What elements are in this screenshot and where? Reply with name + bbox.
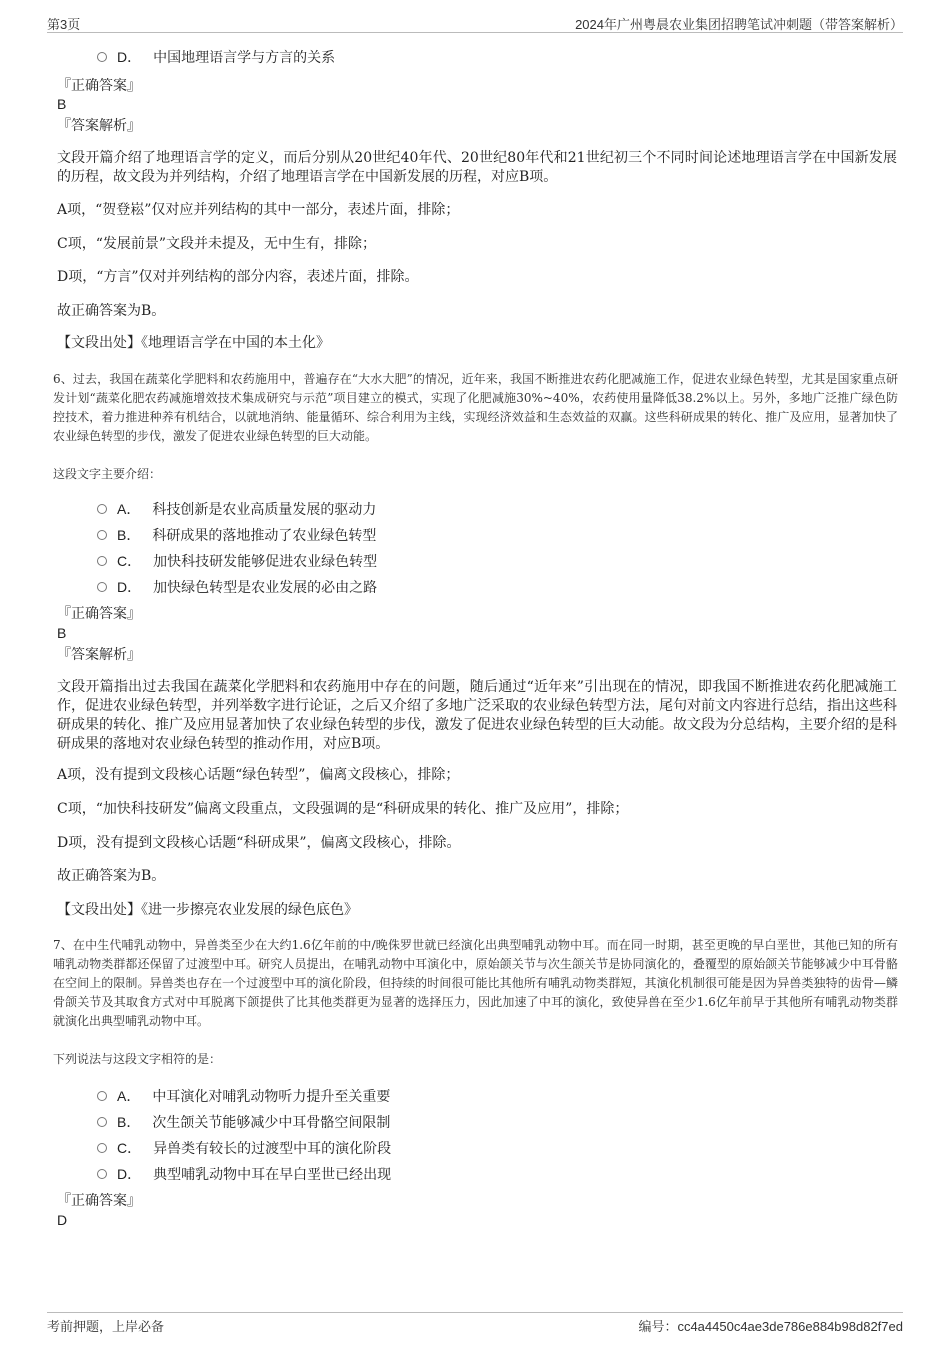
q6-option-c[interactable]: C． 加快科技研发能够促进农业绿色转型 xyxy=(97,551,377,572)
radio-icon[interactable] xyxy=(97,52,107,62)
q6-analysis-a: A项，没有提到文段核心话题“绿色转型”，偏离文段核心，排除； xyxy=(57,767,460,783)
page-footer xyxy=(47,1312,903,1334)
footer-slogan: 考前押题，上岸必备 xyxy=(47,1319,165,1334)
q5-option-d[interactable]: D． 中国地理语言学与方言的关系 xyxy=(97,47,335,68)
radio-icon[interactable] xyxy=(97,504,107,514)
q7-option-b[interactable]: B． 次生颌关节能够减少中耳骨骼空间限制 xyxy=(97,1112,390,1133)
q7-option-d[interactable]: D． 典型哺乳动物中耳在早白垩世已经出现 xyxy=(97,1164,391,1185)
radio-icon[interactable] xyxy=(97,1143,107,1153)
radio-icon[interactable] xyxy=(97,556,107,566)
q6-answer-label: 『正确答案』 xyxy=(57,606,141,622)
radio-icon[interactable] xyxy=(97,1169,107,1179)
q6-prompt: 这段文字主要介绍： xyxy=(53,467,162,481)
q6-analysis-d: D项，没有提到文段核心话题“科研成果”，偏离文段核心，排除。 xyxy=(57,835,461,851)
q6-option-d[interactable]: D． 加快绿色转型是农业发展的必由之路 xyxy=(97,577,377,598)
q6-answer: B xyxy=(57,625,67,641)
q6-option-a[interactable]: A． 科技创新是农业高质量发展的驱动力 xyxy=(97,499,376,520)
q5-answer-label: 『正确答案』 xyxy=(57,78,141,94)
q7-prompt: 下列说法与这段文字相符的是： xyxy=(53,1052,222,1066)
document-id: 编号：cc4a4450c4ae3de786e884b98d82f7ed xyxy=(638,1319,903,1334)
q7-answer: D xyxy=(57,1212,68,1228)
page-header xyxy=(47,12,903,33)
q7-option-c[interactable]: C． 异兽类有较长的过渡型中耳的演化阶段 xyxy=(97,1138,391,1159)
q5-answer: B xyxy=(57,96,67,112)
document-title: 2024年广州粤晨农业集团招聘笔试冲刺题（带答案解析） xyxy=(575,17,903,32)
q5-analysis-main: 文段开篇介绍了地理语言学的定义，而后分别从20世纪40年代、20世纪80年代和21世纪初三个不同时间论述地理语言学在中国新发展的历程，故文段为并列结构，介绍了地理语言学在中国新发展的历程，对应B项。 xyxy=(57,150,897,185)
q5-analysis-label: 『答案解析』 xyxy=(57,118,141,134)
q6-analysis-c: C项，“加快科技研发”偏离文段重点，文段强调的是“科研成果的转化、推广及应用”，排除； xyxy=(57,801,629,817)
page-number: 第3页 xyxy=(47,17,81,32)
radio-icon[interactable] xyxy=(97,530,107,540)
radio-icon[interactable] xyxy=(97,1117,107,1127)
q5-analysis-d: D项，“方言”仅对并列结构的部分内容，表述片面，排除。 xyxy=(57,269,419,285)
q6-option-b[interactable]: B． 科研成果的落地推动了农业绿色转型 xyxy=(97,525,376,546)
q5-conclusion: 故正确答案为B。 xyxy=(57,303,166,319)
radio-icon[interactable] xyxy=(97,1091,107,1101)
q6-analysis-main: 文段开篇指出过去我国在蔬菜化学肥料和农药施用中存在的问题，随后通过“近年来”引出现在的情况，即我国不断推进农药化肥减施工作，促进农业绿色转型，并列举数字进行论证，之后又介绍了多地广泛采取的农业绿色转型方法，尾句对前文内容进行总结，指出这些科研成果的转化、推广及应用显著加快了农业绿色转型的步伐，激发了促进农业绿色转型的巨大动能。故文段为分总结构，主要介绍的是科研成果的落地对农业绿色转型的推动作用，对应B项。 xyxy=(57,679,897,752)
q7-stem: 7、在中生代哺乳动物中，异兽类至少在大约1.6亿年前的中/晚侏罗世就已经演化出典型哺乳动物中耳。而在同一时期，甚至更晚的早白垩世，其他已知的所有哺乳动物类群都还保留了过渡型中耳。研究人员提出，在哺乳动物中耳演化中，原始颌关节与次生颌关节是协同演化的，叠覆型的原始颌关节能够减少中耳骨骼在空间上的限制。异兽类也存在一个过渡型中耳的演化阶段，但持续的时间很可能比其他所有哺乳动物类群短，其演化机制很可能是因为异兽类独特的齿骨—鳞骨颌关节及其取食方式对中耳脱离下颌提供了比其他类群更为显著的选择压力，因此加速了中耳的演化，致使异兽在至少1.6亿年前早于其他所有哺乳动物类群就演化出典型哺乳动物中耳。 xyxy=(53,938,898,1028)
q7-option-a[interactable]: A． 中耳演化对哺乳动物听力提升至关重要 xyxy=(97,1086,390,1107)
q5-analysis-c: C项，“发展前景”文段并未提及，无中生有，排除； xyxy=(57,236,377,252)
q6-analysis-label: 『答案解析』 xyxy=(57,647,141,663)
q6-conclusion: 故正确答案为B。 xyxy=(57,868,166,884)
q7-answer-label: 『正确答案』 xyxy=(57,1193,141,1209)
q6-source: 【文段出处】《进一步擦亮农业发展的绿色底色》 xyxy=(57,902,358,918)
q6-stem: 6、过去，我国在蔬菜化学肥料和农药施用中，普遍存在“大水大肥”的情况，近年来，我国不断推进农药化肥减施工作，促进农业绿色转型，尤其是国家重点研发计划“蔬菜化肥农药减施增效技术集成研究与示范”项目建立的模式，实现了化肥减施30%~40%，农药使用量降低38.2%以上。另外，多地广泛推广绿色防控技术，着力推进种养有机结合，以就地消纳、能量循环、综合利用为主线，实现经济效益和生态效益的双赢。这些科研成果的转化、推广及应用，显著加快了农业绿色转型的步伐，激发了促进农业绿色转型的巨大动能。 xyxy=(53,372,898,443)
q5-analysis-a: A项，“贺登崧”仅对应并列结构的其中一部分，表述片面，排除； xyxy=(57,202,460,218)
radio-icon[interactable] xyxy=(97,582,107,592)
q5-source: 【文段出处】《地理语言学在中国的本土化》 xyxy=(57,335,330,351)
